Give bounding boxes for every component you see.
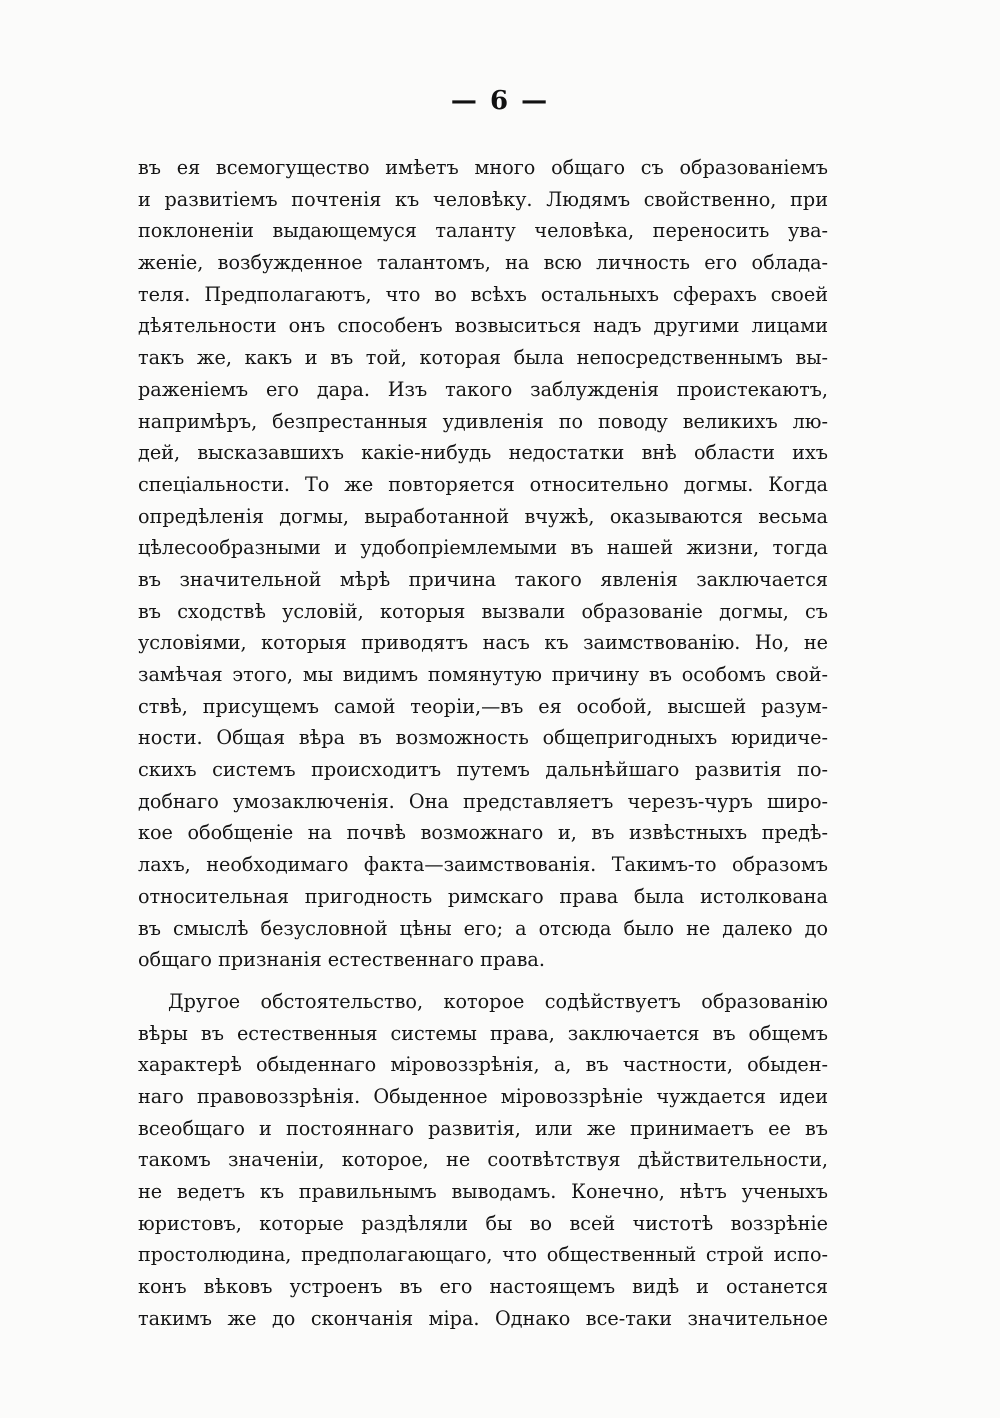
text-line: цѣлесообразными и удобопріемлемыми въ нашей жизни, тогда [138, 536, 828, 560]
text-line: въ сходствѣ условій, которыя вызвали образованіе догмы, съ [138, 599, 828, 623]
text-line: скихъ системъ происходитъ путемъ дальнѣйшаго развитія по- [138, 758, 828, 782]
text-line: вѣры въ естественныя системы права, заключается въ общемъ [138, 1021, 828, 1045]
text-line: женіе, возбужденное талантомъ, на всю личность его облада- [138, 251, 828, 275]
text-line: замѣчая этого, мы видимъ помянутую причину въ особомъ свой- [138, 663, 828, 686]
text-line: такомъ значеніи, которое, не соотвѣтствуя дѣйствительности, [138, 1148, 828, 1172]
text-line: поклоненіи выдающемуся таланту человѣка, переносить ува- [138, 219, 828, 243]
paragraph-gap [138, 976, 828, 986]
text-line: добнаго умозаключенія. Она представляетъ черезъ-чуръ широ- [138, 789, 828, 813]
text-line: дѣятельности онъ способенъ возвыситься надъ другими лицами [138, 314, 828, 338]
text-line: и развитіемъ почтенія къ человѣку. Людямъ свойственно, при [138, 187, 828, 211]
paragraph [138, 986, 828, 1335]
text-line: такимъ же до скончанія міра. Однако все-таки значительное [138, 1306, 828, 1330]
text-line: юристовъ, которые раздѣляли бы во всей чистотѣ воззрѣніе [138, 1211, 828, 1235]
text-line: такъ же, какъ и въ той, которая была непосредственнымъ вы- [138, 346, 828, 370]
text-line: относительная пригодность римскаго права была истолкована [138, 884, 828, 908]
paragraph [138, 152, 828, 976]
text-line: общаго признанія естественнаго права. [138, 948, 545, 972]
body-text [138, 152, 828, 1334]
text-line: дей, высказавшихъ какіе-нибудь недостатки внѣ области ихъ [138, 441, 828, 465]
text-line: всеобщаго и постояннаго развитія, или же принимаетъ ее въ [138, 1116, 828, 1140]
text-line: конъ вѣковъ устроенъ въ его настоящемъ видѣ и останется [138, 1275, 828, 1299]
text-line: ствѣ, присущемъ самой теоріи,—въ ея особой, высшей разум- [138, 694, 828, 718]
text-line: опредѣленія догмы, выработанной вчужѣ, оказываются весьма [138, 504, 828, 528]
page-number: — 6 — [450, 86, 550, 116]
text-line: наго правовоззрѣнія. Обыденное міровоззрѣніе чуждается идеи [138, 1084, 828, 1108]
text-line: лахъ, необходимаго факта—заимствованія. Такимъ-то образомъ [138, 853, 828, 877]
text-line: простолюдина, предполагающаго, что общественный строй испо- [138, 1243, 828, 1267]
text-line: въ смыслѣ безусловной цѣны его; а отсюда было не далеко до [138, 916, 828, 940]
text-line: условіями, которыя приводятъ насъ къ заимствованію. Но, не [138, 631, 828, 655]
text-line: ности. Общая вѣра въ возможность общепригодныхъ юридиче- [138, 726, 828, 750]
text-line: въ значительной мѣрѣ причина такого явленія заключается [138, 567, 828, 591]
text-line: въ ея всемогущество имѣетъ много общаго съ образованіемъ [138, 156, 828, 179]
text-line: спеціальности. То же повторяется относительно догмы. Когда [138, 472, 828, 496]
text-line: не ведетъ къ правильнымъ выводамъ. Конечно, нѣтъ ученыхъ [138, 1180, 828, 1203]
text-line: Другое обстоятельство, которое содѣйствуетъ образованію [168, 989, 828, 1013]
text-line: напримѣръ, безпрестанныя удивленія по поводу великихъ лю- [138, 409, 828, 433]
text-line: характерѣ обыденнаго міровоззрѣнія, а, въ частности, обыден- [138, 1053, 828, 1077]
text-line: теля. Предполагаютъ, что во всѣхъ остальныхъ сферахъ своей [138, 282, 828, 306]
text-line: раженіемъ его дара. Изъ такого заблужденія проистекаютъ, [138, 377, 828, 401]
text-line: кое обобщеніе на почвѣ возможнаго и, въ извѣстныхъ предѣ- [138, 821, 828, 845]
